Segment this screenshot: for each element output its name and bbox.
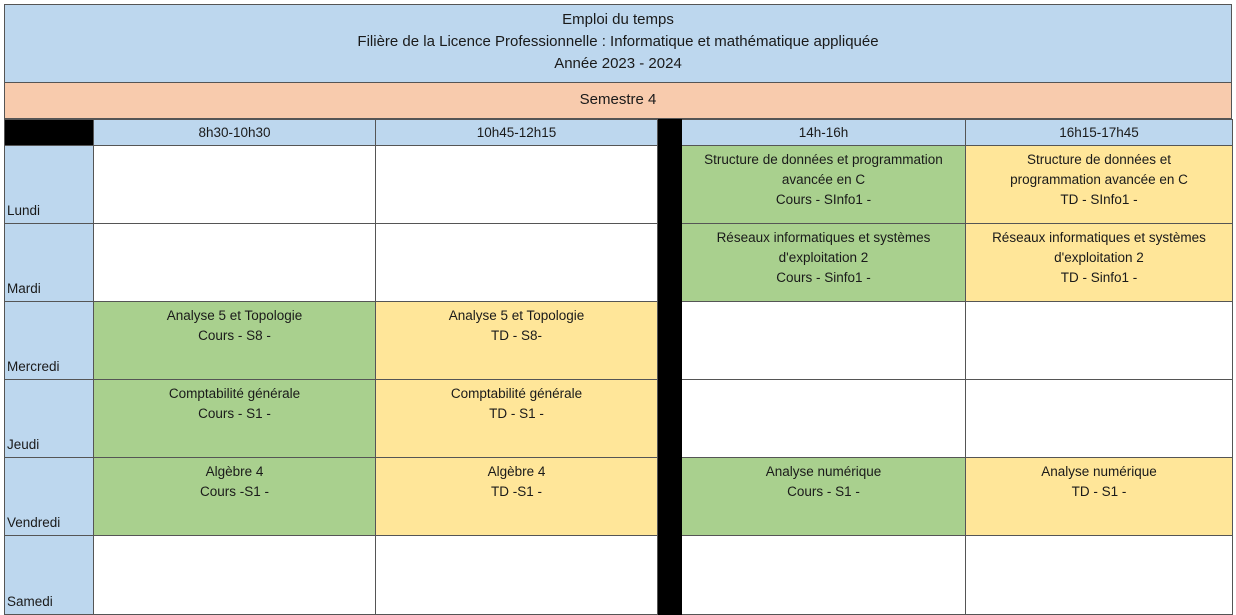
empty-slot: [376, 146, 658, 224]
empty-slot: [376, 224, 658, 302]
cell-content: [682, 536, 965, 540]
day-label: Mardi: [5, 224, 94, 302]
header-year: Année 2023 - 2024: [554, 55, 682, 72]
course-lecture-cell: [682, 146, 966, 224]
course-td-cell: [966, 146, 1233, 224]
empty-slot: [94, 224, 376, 302]
day-row-mercredi: [5, 302, 1233, 380]
cell-content: [376, 224, 657, 228]
time-slot-2: 10h45-12h15: [376, 120, 658, 146]
day-label: Mercredi: [5, 302, 94, 380]
cell-content: [376, 380, 657, 424]
lunch-separator: [658, 120, 682, 146]
cell-line: Structure de données et: [1026, 152, 1172, 167]
lunch-separator: [658, 302, 682, 380]
cell-line: TD - Sinfo1 -: [1060, 270, 1138, 285]
cell-content: [94, 224, 375, 228]
cell-content: [966, 302, 1232, 306]
cell-line: TD - S1 -: [489, 406, 544, 421]
course-lecture-cell: [94, 380, 376, 458]
semester-banner: Semestre 4: [4, 83, 1232, 119]
empty-slot: [94, 146, 376, 224]
cell-line: Analyse numérique: [765, 464, 882, 479]
time-header-row: [5, 120, 1233, 146]
time-slot-4: 16h15-17h45: [966, 120, 1233, 146]
cell-content: [94, 380, 375, 424]
cell-line: Réseaux informatiques et systèmes: [716, 230, 931, 245]
cell-line: Algèbre 4: [487, 464, 546, 479]
course-td-cell: [376, 380, 658, 458]
lunch-separator: [658, 224, 682, 302]
empty-slot: [682, 302, 966, 380]
course-lecture-cell: [682, 458, 966, 536]
cell-line: Algèbre 4: [205, 464, 264, 479]
day-row-vendredi: [5, 458, 1233, 536]
day-label: Lundi: [5, 146, 94, 224]
day-label: Samedi: [5, 536, 94, 615]
cell-content: [376, 536, 657, 540]
cell-line: Analyse numérique: [1041, 464, 1157, 479]
cell-content: [966, 146, 1232, 210]
empty-slot: [94, 536, 376, 615]
lunch-separator: [658, 536, 682, 615]
lunch-separator: [658, 380, 682, 458]
cell-content: [682, 146, 965, 210]
cell-content: [966, 380, 1232, 384]
cell-content: [94, 302, 375, 346]
cell-content: [682, 224, 965, 288]
cell-line: d'exploitation 2: [1054, 250, 1144, 265]
empty-slot: [682, 380, 966, 458]
day-label: Jeudi: [5, 380, 94, 458]
cell-content: [682, 380, 965, 384]
cell-content: [94, 536, 375, 540]
schedule-table: [4, 119, 1233, 615]
cell-content: [966, 458, 1232, 502]
day-row-lundi: [5, 146, 1233, 224]
timetable-sheet: [4, 4, 1232, 615]
cell-content: [94, 458, 375, 502]
cell-content: [376, 302, 657, 346]
cell-line: Cours - S8 -: [198, 328, 271, 343]
cell-content: [376, 146, 657, 150]
cell-line: Comptabilité générale: [450, 386, 583, 401]
cell-line: Structure de données et programmation: [704, 152, 943, 167]
cell-content: [376, 458, 657, 502]
day-label: Vendredi: [5, 458, 94, 536]
day-row-mardi: [5, 224, 1233, 302]
cell-line: TD - SInfo1 -: [1060, 192, 1138, 207]
day-row-samedi: [5, 536, 1233, 615]
cell-content: [682, 458, 965, 502]
cell-line: Cours - S1 -: [787, 484, 860, 499]
course-td-cell: [966, 224, 1233, 302]
course-td-cell: [376, 458, 658, 536]
cell-line: avancée en C: [781, 172, 866, 187]
cell-line: Cours - Sinfo1 -: [776, 270, 871, 285]
cell-line: Cours - SInfo1 -: [775, 192, 872, 207]
empty-slot: [376, 536, 658, 615]
course-lecture-cell: [94, 458, 376, 536]
timetable-header: [4, 4, 1232, 83]
cell-line: TD -S1 -: [490, 484, 542, 499]
cell-content: [966, 536, 1232, 540]
cell-line: TD - S1 -: [1071, 484, 1127, 499]
cell-line: Analyse 5 et Topologie: [448, 308, 585, 323]
header-title: Emploi du temps: [562, 11, 674, 28]
day-row-jeudi: [5, 380, 1233, 458]
empty-slot: [966, 380, 1233, 458]
cell-line: Cours - S1 -: [198, 406, 271, 421]
course-td-cell: [376, 302, 658, 380]
cell-line: programmation avancée en C: [1010, 172, 1188, 187]
course-lecture-cell: [94, 302, 376, 380]
cell-line: d'exploitation 2: [778, 250, 869, 265]
cell-line: Comptabilité générale: [168, 386, 301, 401]
lunch-separator: [658, 458, 682, 536]
time-slot-3: 14h-16h: [682, 120, 966, 146]
cell-content: [94, 146, 375, 150]
course-lecture-cell: [682, 224, 966, 302]
empty-slot: [966, 536, 1233, 615]
corner-cell: [5, 120, 94, 146]
cell-content: [966, 224, 1232, 288]
cell-line: Analyse 5 et Topologie: [166, 308, 303, 323]
header-program: Filière de la Licence Professionnelle : Informatique et mathématique appliquée: [357, 33, 879, 50]
empty-slot: [966, 302, 1233, 380]
course-td-cell: [966, 458, 1233, 536]
empty-slot: [682, 536, 966, 615]
lunch-separator: [658, 146, 682, 224]
cell-line: Réseaux informatiques et systèmes: [992, 230, 1206, 245]
cell-line: Cours -S1 -: [199, 484, 270, 499]
cell-content: [682, 302, 965, 306]
time-slot-1: 8h30-10h30: [94, 120, 376, 146]
cell-line: TD - S8-: [490, 328, 542, 343]
